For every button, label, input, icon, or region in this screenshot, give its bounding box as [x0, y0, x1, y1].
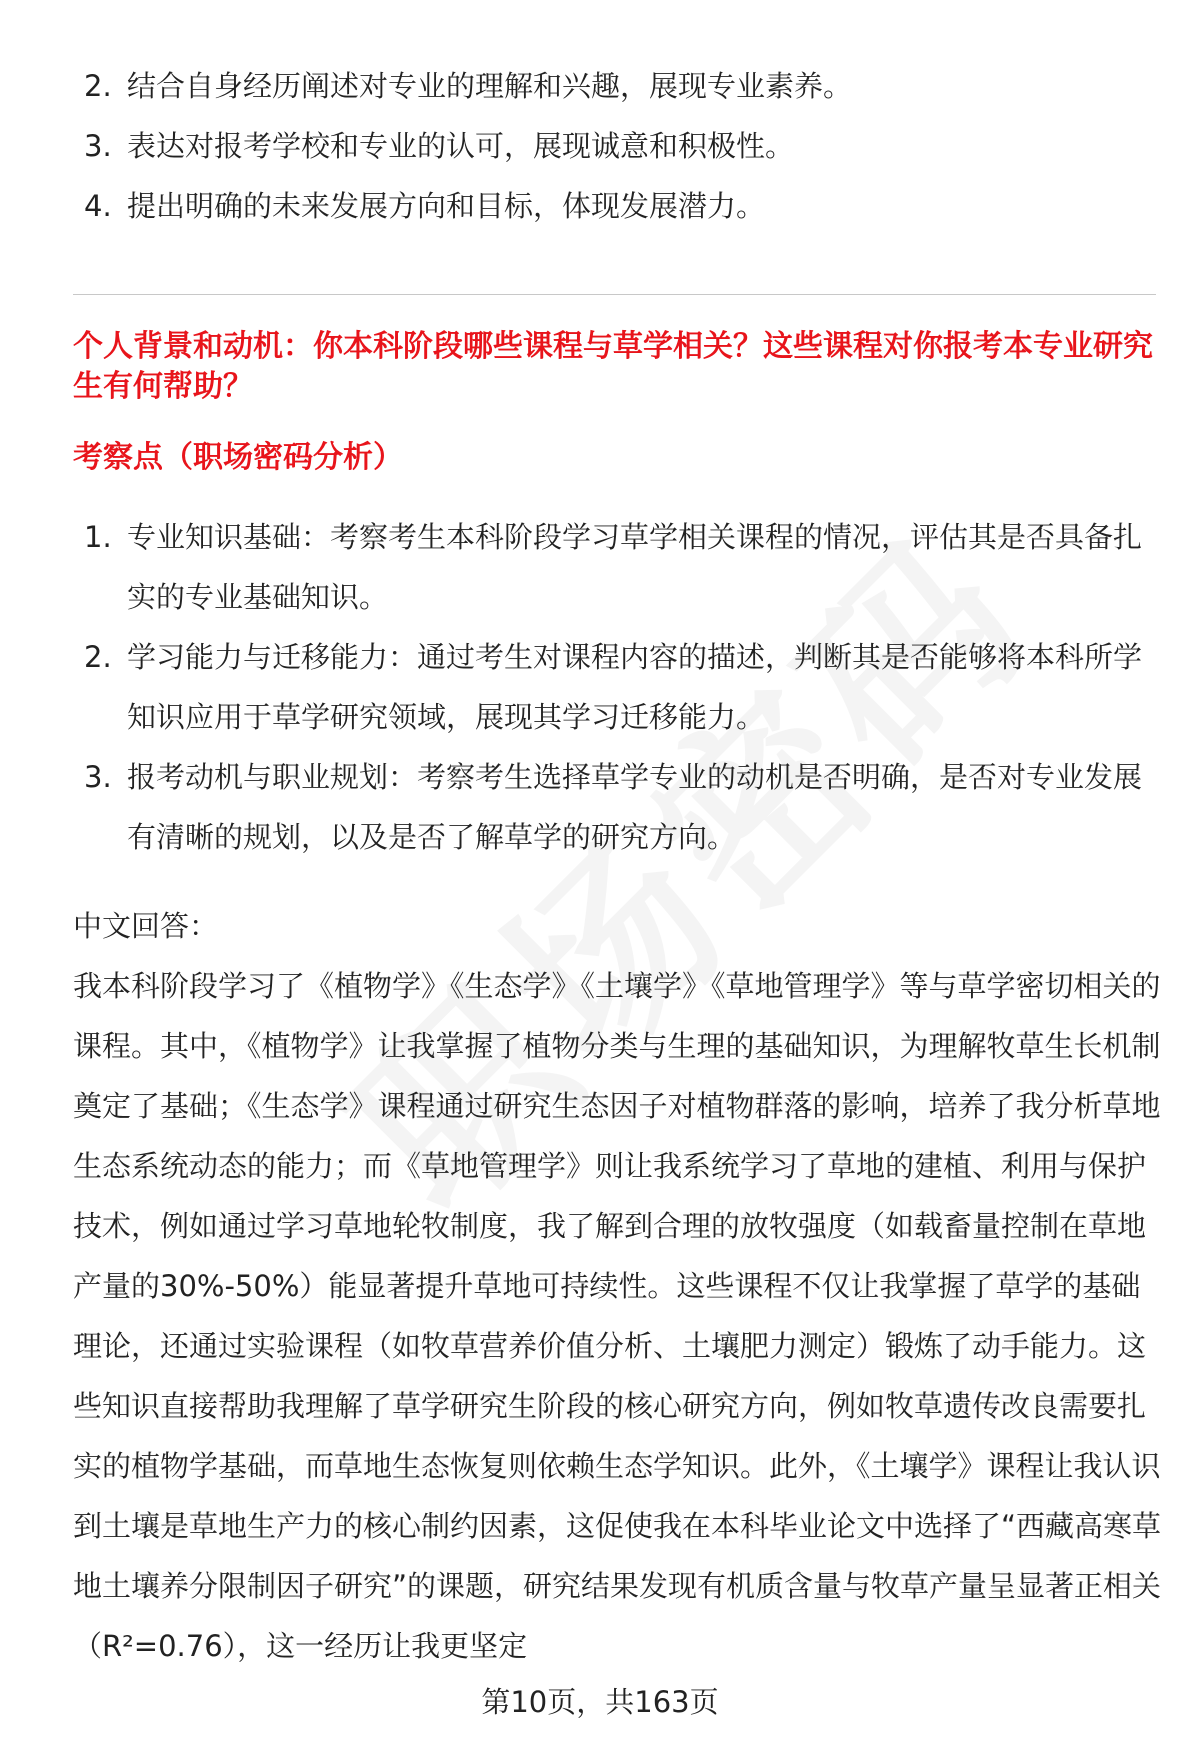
exam-points-heading: 考察点（职场密码分析） — [73, 440, 403, 475]
page-footer: 第10页，共163页 — [481, 1685, 719, 1719]
list-number: 2. — [84, 69, 112, 103]
list-item-text: 报考动机与职业规划：考察考生选择草学专业的动机是否明确，是否对专业发展有清晰的规划，以及是否了解草学的研究方向。 — [127, 760, 1143, 854]
list-number: 3. — [84, 129, 112, 163]
list-item-text: 学习能力与迁移能力：通过考生对课程内容的描述，判断其是否能够将本科所学知识应用于草学研究领域，展现其学习迁移能力。 — [127, 640, 1143, 734]
top-list — [0, 56, 1200, 236]
list-item — [0, 747, 1200, 867]
list-item — [0, 507, 1200, 627]
answer-label: 中文回答： — [73, 909, 219, 943]
list-item-text: 提出明确的未来发展方向和目标，体现发展潜力。 — [127, 189, 766, 223]
list-number: 1. — [84, 520, 112, 554]
list-item-text: 结合自身经历阐述对专业的理解和兴趣，展现专业素养。 — [127, 69, 853, 103]
list-item-text: 表达对报考学校和专业的认可，展现诚意和积极性。 — [127, 129, 795, 163]
list-number: 2. — [84, 640, 112, 674]
section-divider — [73, 294, 1156, 295]
question-title: 个人背景和动机：你本科阶段哪些课程与草学相关？这些课程对你报考本专业研究生有何帮助？ — [73, 329, 1153, 404]
list-number: 4. — [84, 189, 112, 223]
list-item — [0, 176, 1200, 236]
list-number: 3. — [84, 760, 112, 794]
list-item-text: 专业知识基础：考察考生本科阶段学习草学相关课程的情况，评估其是否具备扎实的专业基础知识。 — [127, 520, 1143, 614]
list-item — [0, 627, 1200, 747]
list-item — [0, 116, 1200, 176]
list-item — [0, 56, 1200, 116]
answer-body: 我本科阶段学习了《植物学》《生态学》《土壤学》《草地管理学》等与草学密切相关的课程。其中，《植物学》让我掌握了植物分类与生理的基础知识，为理解牧草生长机制奠定了基础；《生态学》课程通过研究生态因子对植物群落的影响，培养了我分析草地生态系统动态的能力；而《草地管理学》则让我系统学习了草地的建植、利用与保护技术，例如通过学习草地轮牧制度，我了解到合理的放牧强度（如载畜量控制在草地产量的30%-50%）能显著提升草地可持续性。这些课程不仅让我掌握了草学的基础理论，还通过实验课程（如牧草营养价值分析、土壤肥力测定）锻炼了动手能力。这些知识直接帮助我理解了草学研究生阶段的核心研究方向，例如牧草遗传改良需要扎实的植物学基础，而草地生态恢复则依赖生态学知识。此外，《土壤学》课程让我认识到土壤是草地生产力的核心制约因素，这促使我在本科毕业论文中选择了“西藏高寒草地土壤养分限制因子研究”的课题，研究结果发现有机质含量与牧草产量呈显著正相关（R²=0.76），这一经历让我更坚定 — [73, 969, 1162, 1663]
exam-points-list — [0, 507, 1200, 867]
